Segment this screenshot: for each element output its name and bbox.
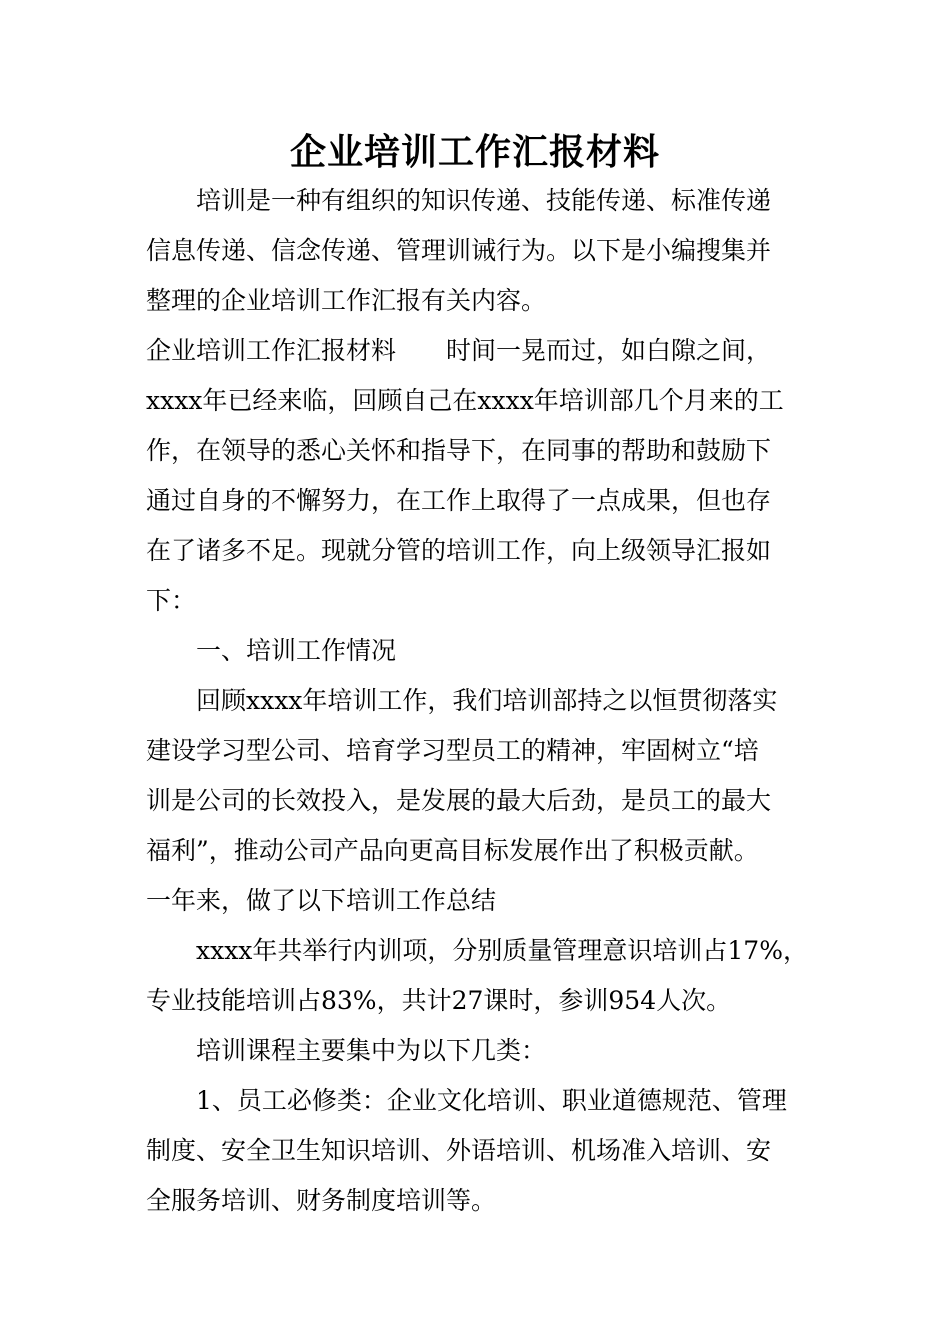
document-title: 企业培训工作汇报材料 bbox=[289, 131, 660, 173]
paragraph-line: 通过自身的不懈努力，在工作上取得了一点成果，但也存 bbox=[146, 486, 772, 515]
paragraph-line: 作，在领导的悉心关怀和指导下，在同事的帮助和鼓励下 bbox=[146, 436, 772, 465]
paragraph-line: 培训课程主要集中为以下几类： bbox=[196, 1036, 547, 1065]
list-item-line: 1、员工必修类：企业文化培训、职业道德规范、管理 bbox=[196, 1086, 787, 1115]
paragraph-line: 企业培训工作汇报材料 时间一晃而过，如白隙之间， bbox=[146, 336, 772, 365]
paragraph-line: 专业技能培训占83%，共计27课时，参训954人次。 bbox=[146, 986, 732, 1015]
list-item-line: 全服务培训、财务制度培训等。 bbox=[146, 1186, 497, 1215]
paragraph-line: 训是公司的长效投入，是发展的最大后劲，是员工的最大 bbox=[146, 786, 772, 815]
list-item-line: 制度、安全卫生知识培训、外语培训、机场准入培训、安 bbox=[146, 1136, 772, 1165]
paragraph-line: xxxx年共举行内训项，分别质量管理意识培训占17%， bbox=[196, 936, 808, 965]
paragraph-line: 整理的企业培训工作汇报有关内容。 bbox=[146, 286, 547, 315]
section-heading: 一、培训工作情况 bbox=[196, 636, 397, 665]
paragraph-line: 下： bbox=[146, 586, 197, 615]
paragraph-line: 信息传递、信念传递、管理训诫行为。以下是小编搜集并 bbox=[146, 236, 772, 265]
paragraph-line: 培训是一种有组织的知识传递、技能传递、标准传递 bbox=[196, 186, 772, 215]
paragraph-line: 建设学习型公司、培育学习型员工的精神，牢固树立“培 bbox=[146, 736, 759, 765]
paragraph-line: 回顾xxxx年培训工作，我们培训部持之以恒贯彻落实 bbox=[196, 686, 778, 715]
paragraph-line: 一年来，做了以下培训工作总结 bbox=[146, 886, 497, 915]
paragraph-line: 福利”，推动公司产品向更高目标发展作出了积极贡献。 bbox=[146, 836, 759, 865]
paragraph-line: 在了诸多不足。现就分管的培训工作，向上级领导汇报如 bbox=[146, 536, 772, 565]
paragraph-line: xxxx年已经来临，回顾自己在xxxx年培训部几个月来的工 bbox=[146, 386, 784, 415]
